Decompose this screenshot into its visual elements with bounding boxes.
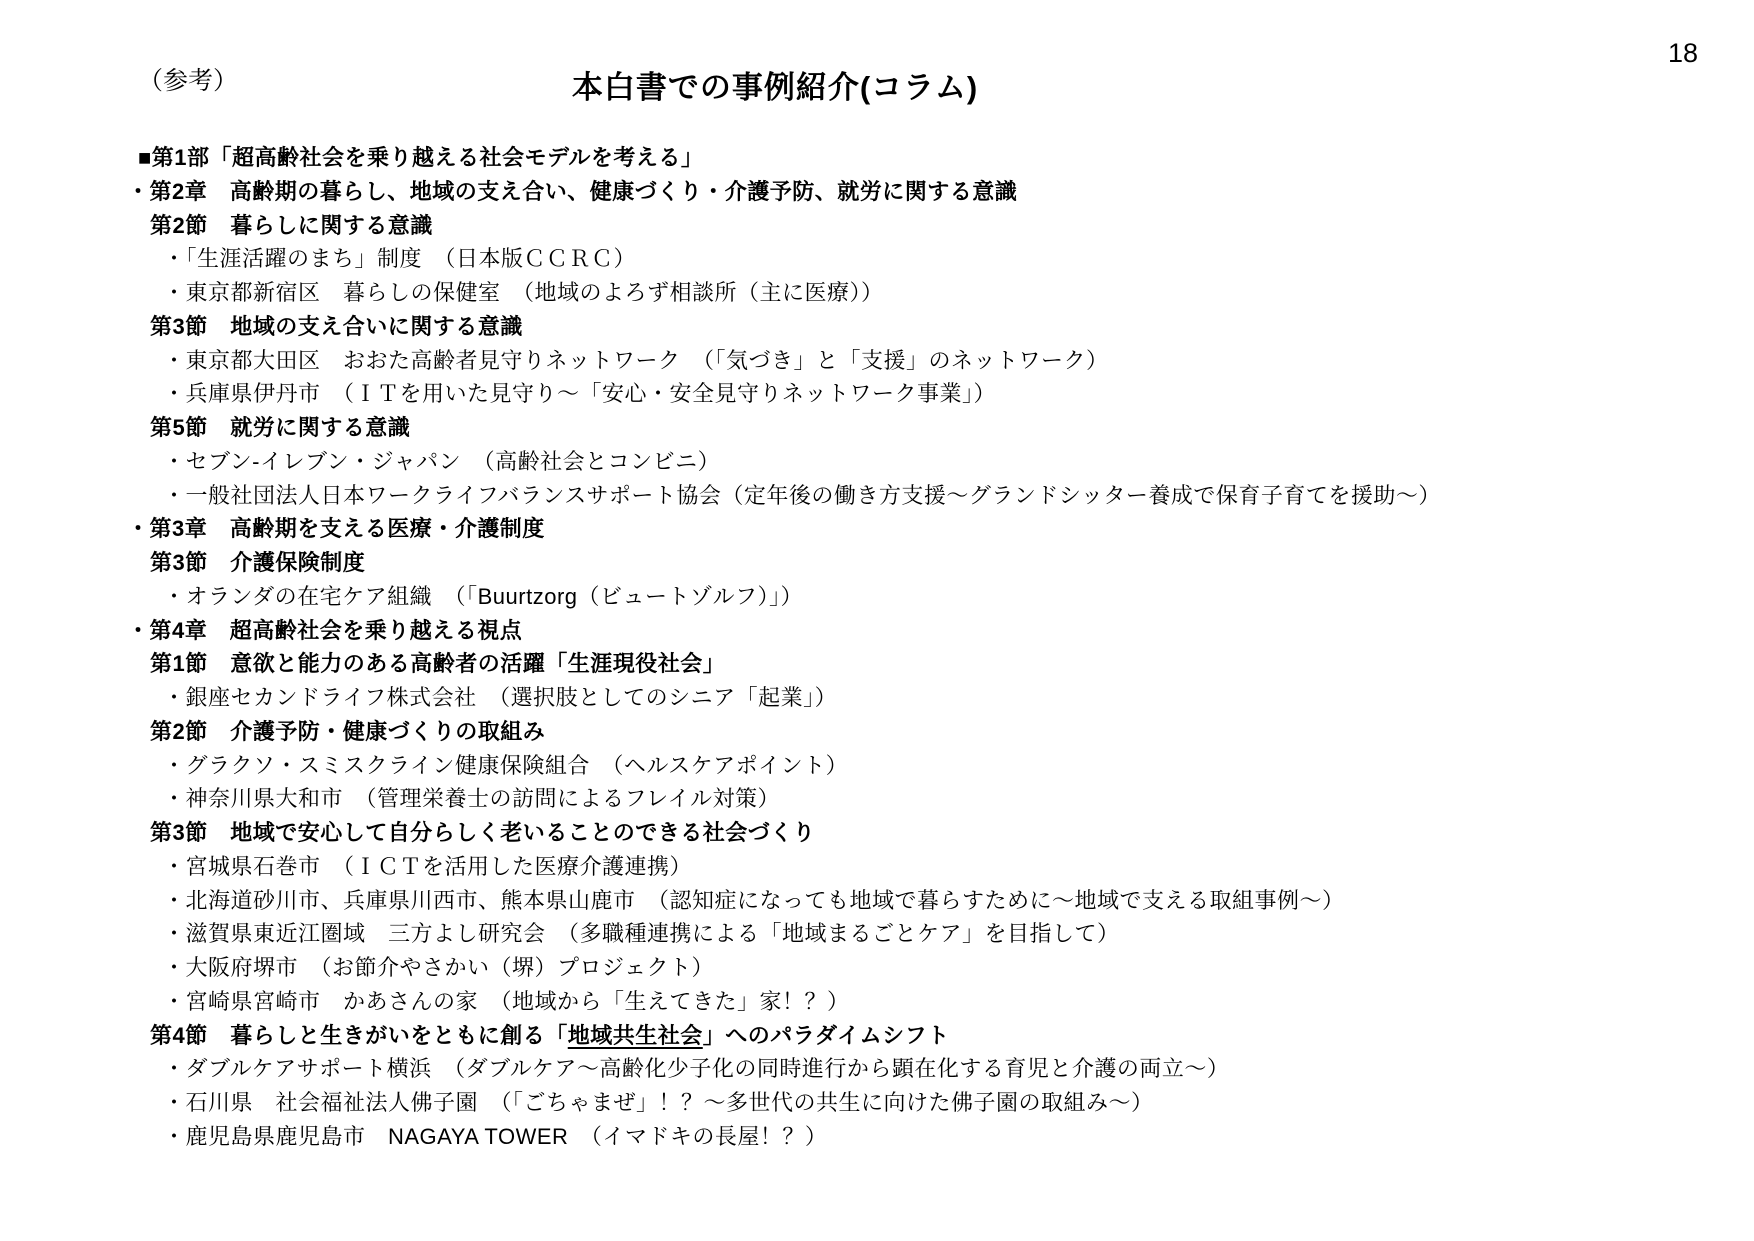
- outline-list: [127, 141, 1734, 1154]
- outline-line-item: ・銀座セカンドライフ株式会社 （選択肢としてのシニア「起業」）: [163, 685, 838, 710]
- outline-line-item: ・オランダの在宅ケア組織 （「Buurtzorg（ビュートゾルフ）」）: [163, 583, 804, 609]
- outline-line-item: ・宮崎県宮崎市 かあさんの家 （地域から「生えてきた」家！？）: [163, 988, 850, 1014]
- outline-line-item: ・一般社団法人日本ワークライフバランスサポート協会（定年後の働き方支援～グランドシッター養成で保育子育てを援助～）: [163, 482, 1441, 508]
- outline-line-item: ・宮城県石巻市 （ＩＣＴを活用した医療介護連携）: [163, 853, 693, 879]
- outline-line-item: ・東京都大田区 おおた高齢者見守りネットワーク （「気づき」と「支援」のネットワーク）: [163, 347, 1109, 373]
- outline-line-chapter: ・第4章 超高齢社会を乗り越える視点: [127, 617, 523, 643]
- outline-line-section: 第4節 暮らしと生きがいをともに創る「地域共生社会」へのパラダイムシフト: [150, 1022, 950, 1048]
- outline-line-section: 第2節 暮らしに関する意識: [150, 212, 433, 238]
- page-number: 18: [1667, 38, 1698, 68]
- outline-line-item: ・北海道砂川市、兵庫県川西市、熊本県山鹿市 （認知症になっても地域で暮らすために～地域で支える取組事例～）: [163, 887, 1345, 913]
- outline-line-section: 第5節 就労に関する意識: [150, 415, 411, 440]
- outline-line-section: 第3節 地域で安心して自分らしく老いることのできる社会づくり: [150, 820, 816, 845]
- outline-line-item: ・大阪府堺市 （お節介やさかい（堺）プロジェクト）: [163, 955, 715, 980]
- outline-line-item: ・鹿児島県鹿児島市 NAGAYA TOWER （イマドキの長屋！？）: [163, 1123, 828, 1149]
- outline-line-section: 第1節 意欲と能力のある高齢者の活躍「生涯現役社会」: [150, 651, 726, 677]
- underlined-text: 地域共生社会: [567, 1022, 703, 1048]
- outline-line-item: ・石川県 社会福祉法人佛子園 （「ごちゃまぜ」！？～多世代の共生に向けた佛子園の取組み～）: [163, 1090, 1154, 1115]
- outline-line-item: ・東京都新宿区 暮らしの保健室 （地域のよろず相談所（主に医療））: [163, 280, 884, 305]
- outline-line-part: ■第1部「超高齢社会を乗り越える社会モデルを考える」: [138, 145, 704, 170]
- outline-line-chapter: ・第3章 高齢期を支える医療・介護制度: [127, 516, 545, 542]
- outline-line-item: ・兵庫県伊丹市 （ＩＴを用いた見守り～「安心・安全見守りネットワーク事業」）: [163, 381, 997, 407]
- outline-line-item: ・セブン-イレブン・ジャパン （高齢社会とコンビニ）: [163, 448, 721, 474]
- reference-label: （参考）: [138, 67, 239, 95]
- outline-line-item: ・滋賀県東近江圏域 三方よし研究会 （多職種連携による「地域まるごとケア」を目指して）: [163, 921, 1120, 947]
- outline-line-section: 第2節 介護予防・健康づくりの取組み: [150, 718, 546, 744]
- outline-line-chapter: ・第2章 高齢期の暮らし、地域の支え合い、健康づくり・介護予防、就労に関する意識: [127, 178, 1018, 204]
- outline-line-item: ・「生涯活躍のまち」制度 （日本版ＣＣＲＣ）: [163, 246, 637, 272]
- outline-line-section: 第3節 介護保険制度: [150, 550, 366, 575]
- outline-line-section: 第3節 地域の支え合いに関する意識: [150, 313, 523, 339]
- page-title: 本白書での事例紹介(コラム): [571, 70, 979, 105]
- outline-line-item: ・神奈川県大和市 （管理栄養士の訪問によるフレイル対策）: [163, 786, 781, 812]
- outline-line-item: ・ダブルケアサポート横浜 （ダブルケア～高齢化少子化の同時進行から顕在化する育児と介護の両立～）: [163, 1056, 1230, 1082]
- outline-line-item: ・グラクソ・スミスクライン健康保険組合 （ヘルスケアポイント）: [163, 752, 849, 778]
